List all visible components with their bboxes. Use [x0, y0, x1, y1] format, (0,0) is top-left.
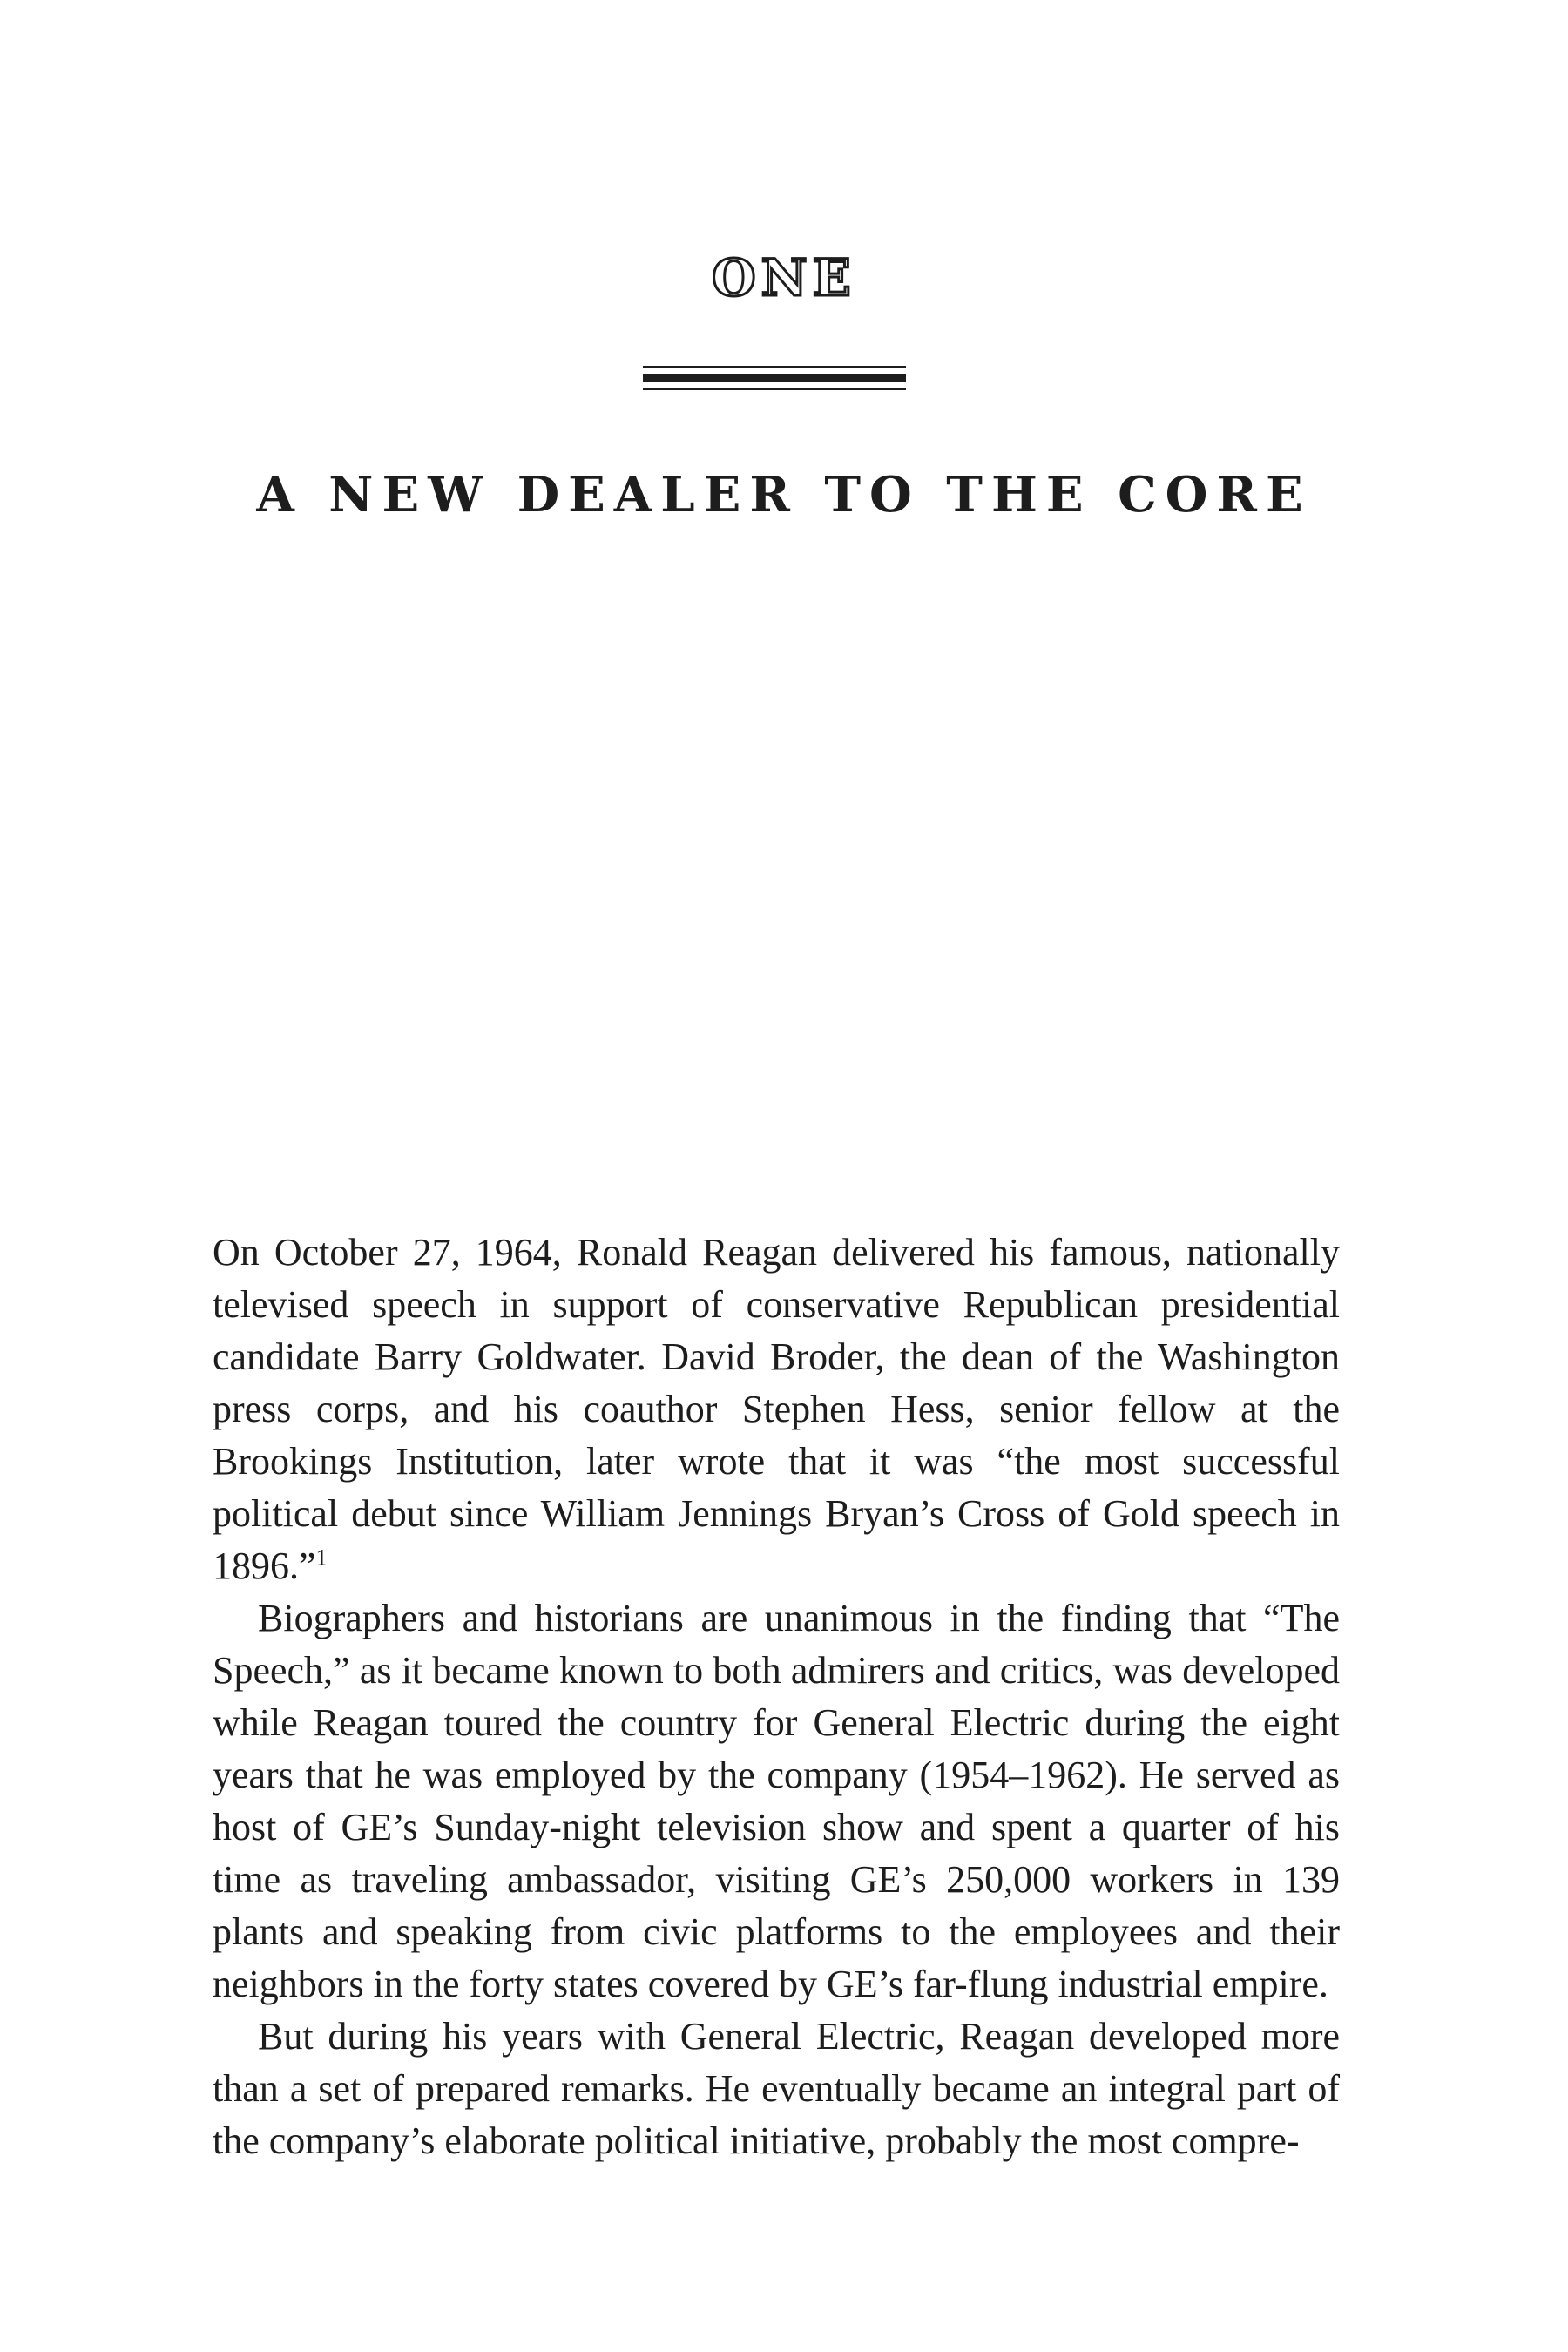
paragraph-3-text: But during his years with General Electric, Reagan developed more than a set of prepared remarks. He eventually became an integral part of the company’s elaborate political initiative, probably the most compre-: [213, 2015, 1340, 2162]
rule-line-top: [643, 366, 906, 368]
rule-line-middle: [643, 374, 906, 382]
paragraph-1: [213, 1227, 1340, 1592]
chapter-number: ONE: [712, 248, 856, 308]
chapter-ornament-rule: [643, 366, 906, 390]
paragraph-1-text: On October 27, 1964, Ronald Reagan delivered his famous, nationally televised speech in support of conservative Republican presidential candidate Barry Goldwater. David Broder, the dean of the Washington press corps, and his coauthor Stephen Hess, senior fellow at the Brookings Institution, later wrote that it was “the most successful political debut since William Jennings Bryan’s Cross of Gold speech in 1896.”: [213, 1231, 1340, 1587]
chapter-body: [213, 1227, 1340, 2167]
footnote-reference[interactable]: 1: [315, 1544, 328, 1571]
rule-line-bottom: [643, 388, 906, 390]
paragraph-2: [213, 1592, 1340, 2011]
paragraph-3: [213, 2011, 1340, 2167]
paragraph-2-text: Biographers and historians are unanimous in the finding that “The Speech,” as it became known to both admirers and critics, was developed while Reagan toured the country for General Electric during the eight years that he was employed by the company (1954–1962). He served as host of GE’s Sunday-night television show and spent a quarter of his time as traveling ambassador, visiting GE’s 250,000 workers in 139 plants and speaking from civic platforms to the employees and their neighbors in the forty states covered by GE’s far-flung industrial empire.: [213, 1597, 1340, 2005]
chapter-title: A NEW DEALER TO THE CORE: [256, 466, 1312, 524]
